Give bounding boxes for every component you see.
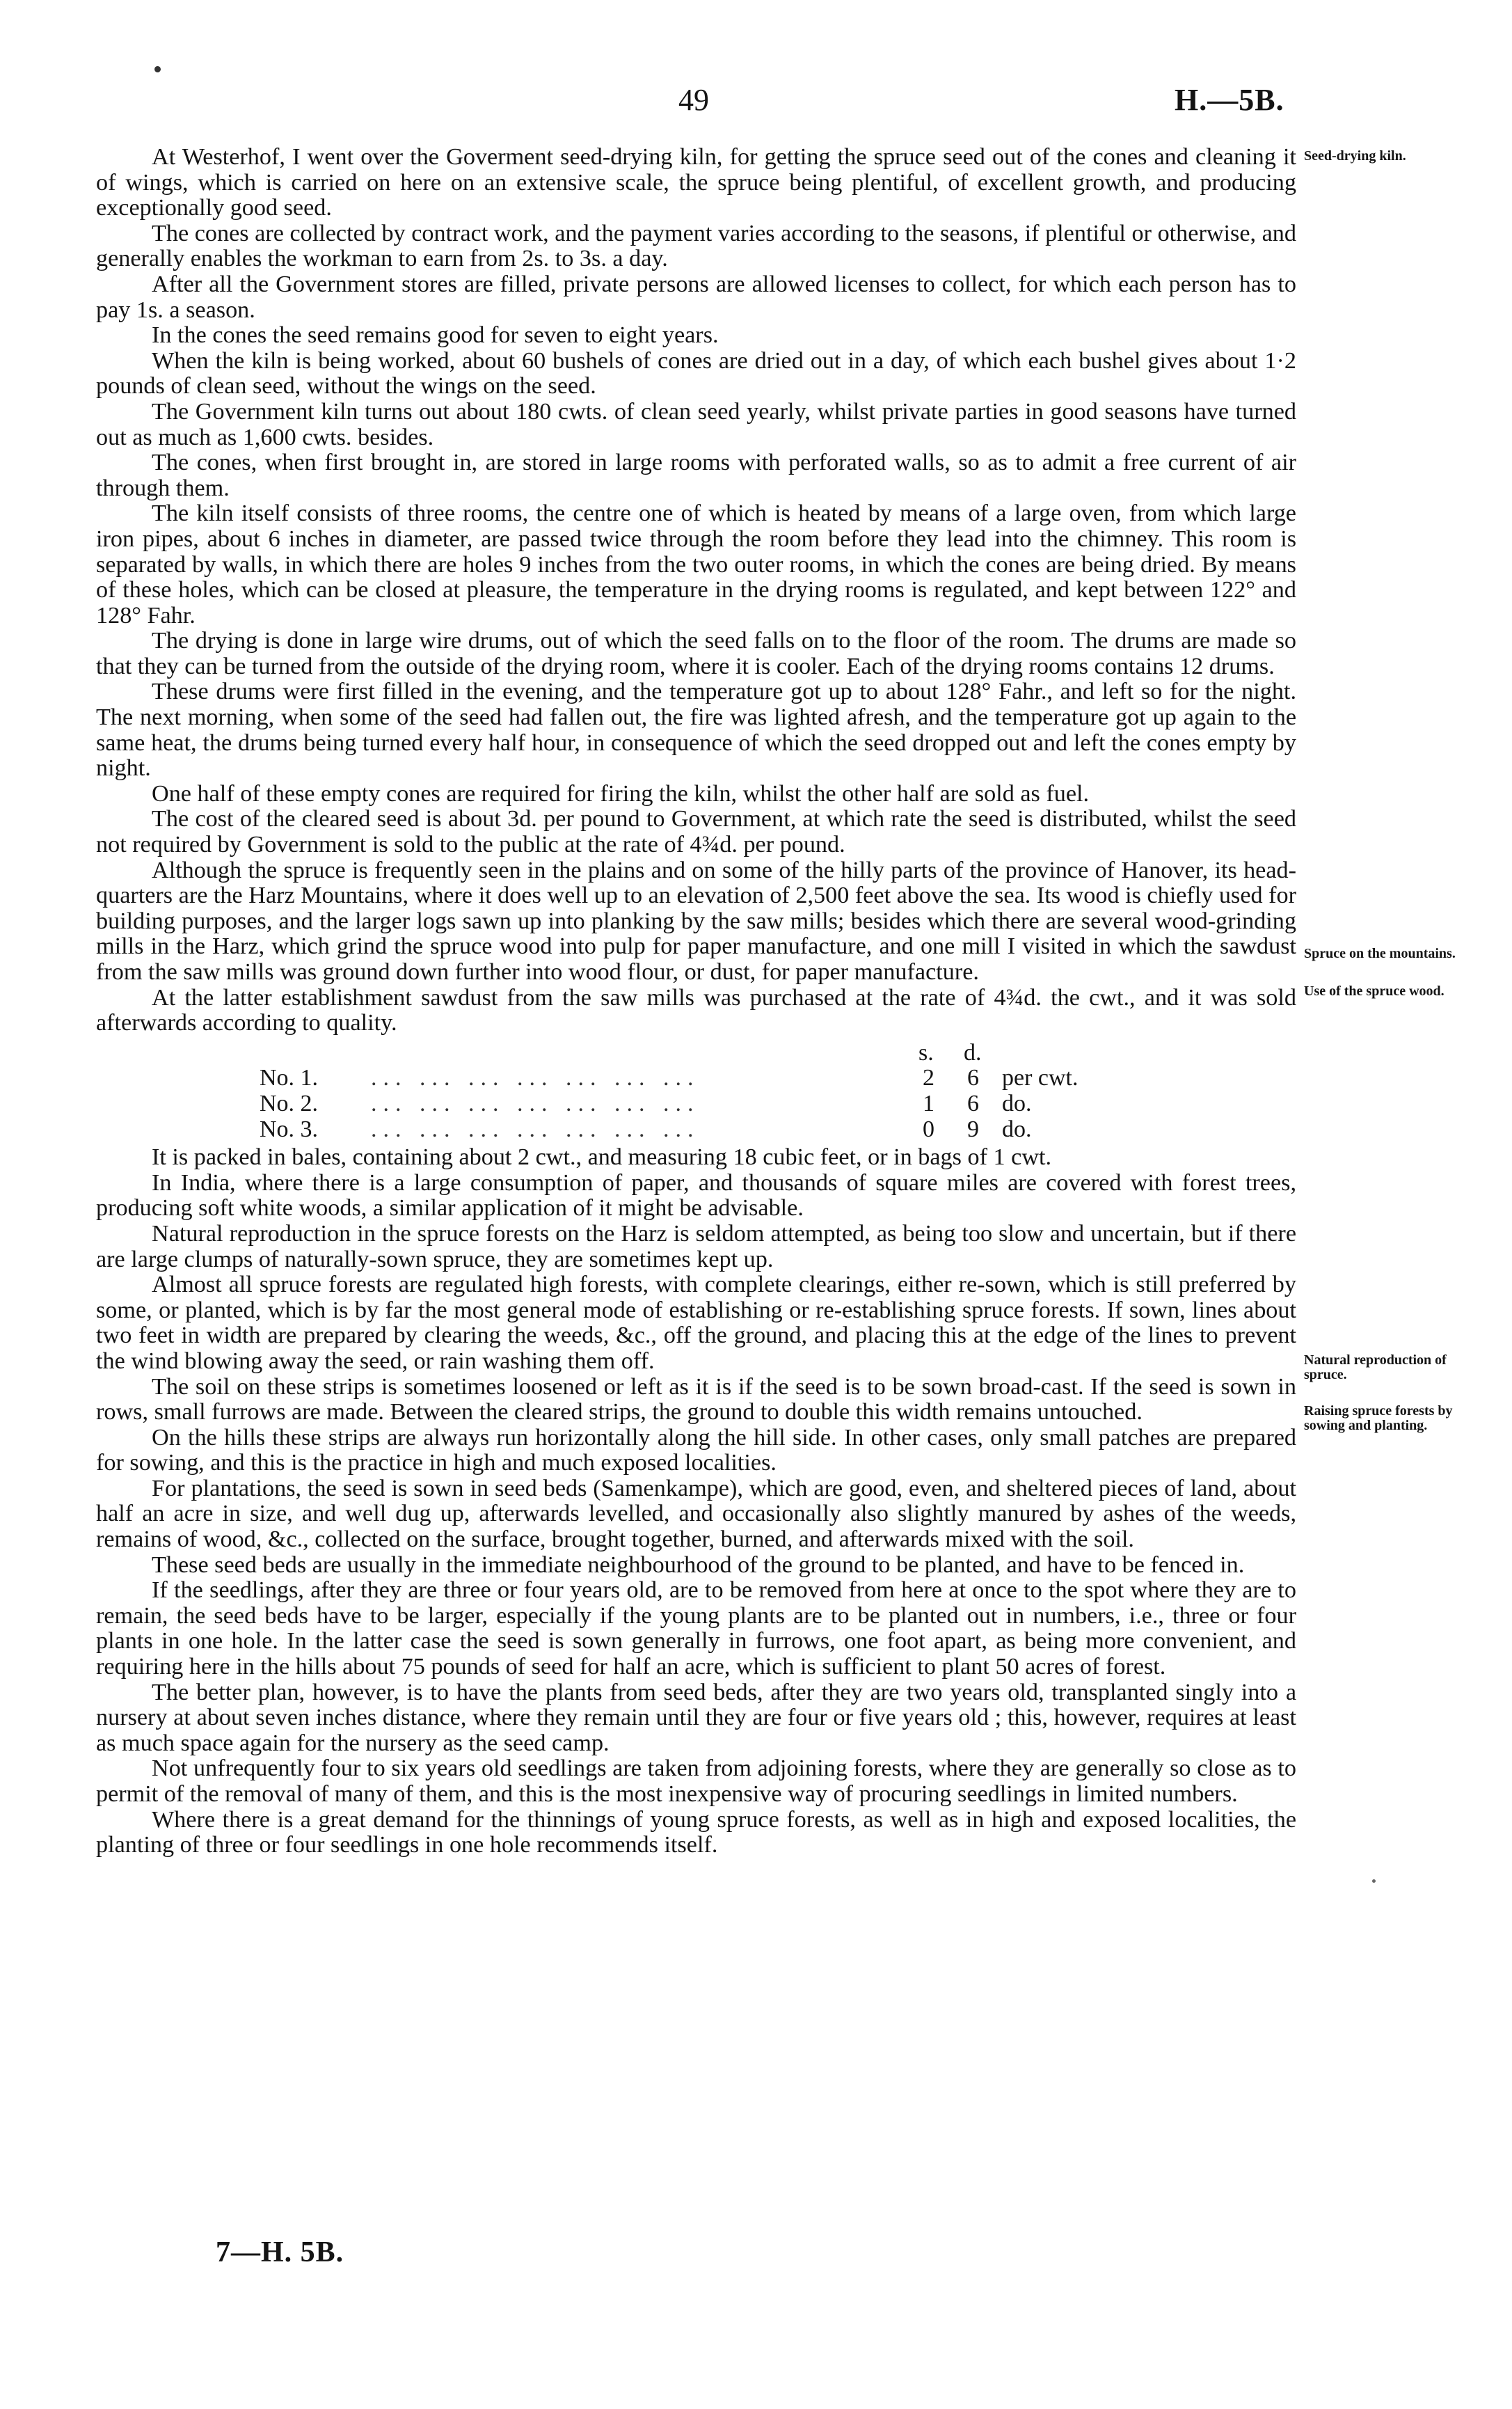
paragraph: In the cones the seed remains good for seven to eight years. xyxy=(152,322,719,349)
paragraph: Where there is a great demand for the thinnings of young spruce forests, as well as in high and exposed localities, the planting of three or four seedlings in one hole recommends itself. xyxy=(96,1806,1296,1858)
paragraph: The Government kiln turns out about 180 cwts. of clean seed yearly, whilst private parties in good seasons have turned out as much as 1,600 cwts. besides. xyxy=(96,398,1296,450)
dot-leader: ... ... ... ... ... ... ... xyxy=(371,1116,700,1142)
paragraph: The soil on these strips is sometimes loosened or left as it is if the seed is to be sown broad-cast. If the seed is sown in rows, small furrows are made. Between the cleared strips, the ground to double this width remains untouched. xyxy=(96,1373,1296,1425)
paragraph: For plantations, the seed is sown in seed beds (Samenkampe), which are good, even, and sheltered pieces of land, about half an acre in size, and well dug up, afterwards levelled, and occasionally also slightly manured by ashes of the weeds, remains of wood, &c., collected on the surface, brought together, burned, and afterwards mixed with the soil. xyxy=(96,1475,1296,1553)
paragraph: One half of these empty cones are required for firing the kiln, whilst the other half are sold as fuel. xyxy=(152,780,1090,807)
row-label: No. 3. xyxy=(260,1116,319,1142)
document-reference: H.—5B. xyxy=(1175,83,1284,117)
margin-note-raising-spruce: Raising spruce forests by sowing and planting. xyxy=(1304,1403,1453,1433)
paragraph: The cost of the cleared seed is about 3d. per pound to Government, at which rate the seed is distributed, whilst the seed not required by Government is sold to the public at the rate of 4¾d. per pound. xyxy=(96,806,1296,858)
margin-note-spruce-mountains: Spruce on the mountains. xyxy=(1304,946,1456,961)
paragraph: When the kiln is being worked, about 60 bushels of cones are dried out in a day, of which each bushel gives about 1·2 pounds of clean seed, without the wings on the seed. xyxy=(96,347,1296,400)
article-body xyxy=(96,145,1296,1858)
print-speck xyxy=(154,65,162,74)
dot-leader: ... ... ... ... ... ... ... xyxy=(371,1066,700,1091)
page-number: 49 xyxy=(678,83,709,117)
paragraph: These drums were first filled in the evening, and the temperature got up to about 128° Fahr., and left so for the night. The next morning, when some of the seed had fallen out, the fire was lighted afresh, and the temperature got up again to the same heat, the drums being turned every half hour, in consequence of which the seed dropped out and left the cones empty by night. xyxy=(96,679,1296,782)
table-row xyxy=(96,1066,1296,1091)
shillings-column-header: s. xyxy=(918,1039,934,1066)
price-table xyxy=(96,1041,1296,1142)
row-label: No. 2. xyxy=(260,1090,319,1116)
pence-column-header: d. xyxy=(964,1039,982,1066)
paragraph: At Westerhof, I went over the Goverment seed-drying kiln, for getting the spruce seed out of the cones and cleaning it of wings, which is carried on here on an extensive scale, the spruce being plentiful, of excellent growth, and producing exceptionally good seed. xyxy=(96,144,1296,221)
shillings-cell: 0 xyxy=(923,1116,934,1142)
paragraph: Natural reproduction in the spruce forests on the Harz is seldom attempted, as being too slow and uncertain, but if there are large clumps of naturally-sown spruce, they are sometimes kept up. xyxy=(96,1220,1296,1272)
paragraph: Although the spruce is frequently seen in the plains and on some of the hilly parts of the province of Hanover, its head-quarters are the Harz Mountains, where it does well up to an elevation of 2,500 feet above the sea. Its wood is chiefly used for building purposes, and the larger logs sawn up into planking by the saw mills; besides which there are several wood-grinding mills in the Harz, which grind the spruce wood into pulp for paper manufacture, and one mill I visited in which the sawdust from the saw mills was ground down further into wood flour, or dust, for paper manufacture. xyxy=(96,857,1296,985)
price-table-header xyxy=(96,1041,1296,1066)
margin-note-natural-reproduction: Natural reproduction of spruce. xyxy=(1304,1352,1447,1382)
unit-cell: do. xyxy=(1002,1090,1032,1116)
unit-cell: do. xyxy=(1002,1116,1032,1142)
shillings-cell: 2 xyxy=(923,1065,934,1091)
dot-leader: ... ... ... ... ... ... ... xyxy=(371,1091,700,1116)
page-header xyxy=(0,82,1512,124)
margin-note-use-of-spruce-wood: Use of the spruce wood. xyxy=(1304,984,1445,999)
shillings-cell: 1 xyxy=(923,1090,934,1116)
paragraph: On the hills these strips are always run horizontally along the hill side. In other cases, only small patches are prepared for sowing, and this is the practice in high and much exposed localities. xyxy=(96,1424,1296,1476)
row-label: No. 1. xyxy=(260,1065,319,1091)
paragraph: The cones, when first brought in, are stored in large rooms with perforated walls, so as to admit a free current of air through them. xyxy=(96,450,1296,501)
paragraph: The cones are collected by contract work, and the payment varies according to the seasons, if plentiful or otherwise, and generally enables the workman to earn from 2s. to 3s. a day. xyxy=(96,220,1296,272)
paragraph: These seed beds are usually in the immediate neighbourhood of the ground to be planted, and have to be fenced in. xyxy=(152,1551,1245,1578)
paragraph: At the latter establishment sawdust from the saw mills was purchased at the rate of 4¾d. the cwt., and it was sold afterwards according to quality. xyxy=(96,984,1296,1036)
paragraph: Almost all spruce forests are regulated high forests, with complete clearings, either re-sown, which is still preferred by some, or planted, which is by far the most general mode of establishing or re-establishing spruce forests. If sown, lines about two feet in width are prepared by clearing the weeds, &c., off the ground, and placing this at the edge of the lines to prevent the wind blowing away the seed, or rain washing them off. xyxy=(96,1272,1296,1374)
pence-cell: 6 xyxy=(967,1090,979,1116)
table-row xyxy=(96,1091,1296,1117)
paragraph: The kiln itself consists of three rooms, the centre one of which is heated by means of a large oven, from which large iron pipes, about 6 inches in diameter, are passed twice through the room before they lead into the chimney. This room is separated by walls, in which there are holes 9 inches from the two outer rooms, in which the cones are being dried. By means of these holes, which can be closed at pleasure, the temperature in the drying rooms is regulated, and kept between 122° and 128° Fahr. xyxy=(96,500,1296,629)
unit-cell: per cwt. xyxy=(1002,1065,1079,1091)
paragraph: The drying is done in large wire drums, out of which the seed falls on to the floor of the room. The drums are made so that they can be turned from the outside of the drying room, where it is cooler. Each of the drying rooms contains 12 drums. xyxy=(96,628,1296,679)
print-speck xyxy=(1372,1879,1376,1883)
paragraph: The better plan, however, is to have the plants from seed beds, after they are two years old, transplanted singly into a nursery at about seven inches distance, where they remain until they are four or five years old ; this, however, requires at least as much space again for the nursery as the seed camp. xyxy=(96,1679,1296,1756)
paragraph: Not unfrequently four to six years old seedlings are taken from adjoining forests, where they are generally so close as to permit of the removal of many of them, and this is the most inexpensive way of procuring seedlings in limited numbers. xyxy=(96,1755,1296,1807)
signature-mark: 7—H. 5B. xyxy=(216,2236,344,2268)
paragraph: In India, where there is a large consumption of paper, and thousands of square miles are covered with forest trees, producing soft white woods, a similar application of it might be advisable. xyxy=(96,1169,1296,1222)
paragraph: It is packed in bales, containing about 2 cwt., and measuring 18 cubic feet, or in bags of 1 cwt. xyxy=(152,1144,1052,1171)
pence-cell: 6 xyxy=(967,1065,979,1091)
pence-cell: 9 xyxy=(967,1116,979,1142)
table-row xyxy=(96,1117,1296,1143)
paragraph: If the seedlings, after they are three or four years old, are to be removed from here at once to the spot where they are to remain, the seed beds have to be larger, especially if the young plants are to be planted out in numbers, i.e., three or four plants in one hole. In the latter case the seed is sown generally in furrows, one foot apart, as being more convenient, and requiring here in the hills about 75 pounds of seed for half an acre, which is sufficient to plant 50 acres of forest. xyxy=(96,1577,1296,1680)
margin-note-seed-drying-kiln: Seed-drying kiln. xyxy=(1304,148,1406,164)
paragraph: After all the Government stores are filled, private persons are allowed licenses to collect, for which each person has to pay 1s. a season. xyxy=(96,271,1296,323)
